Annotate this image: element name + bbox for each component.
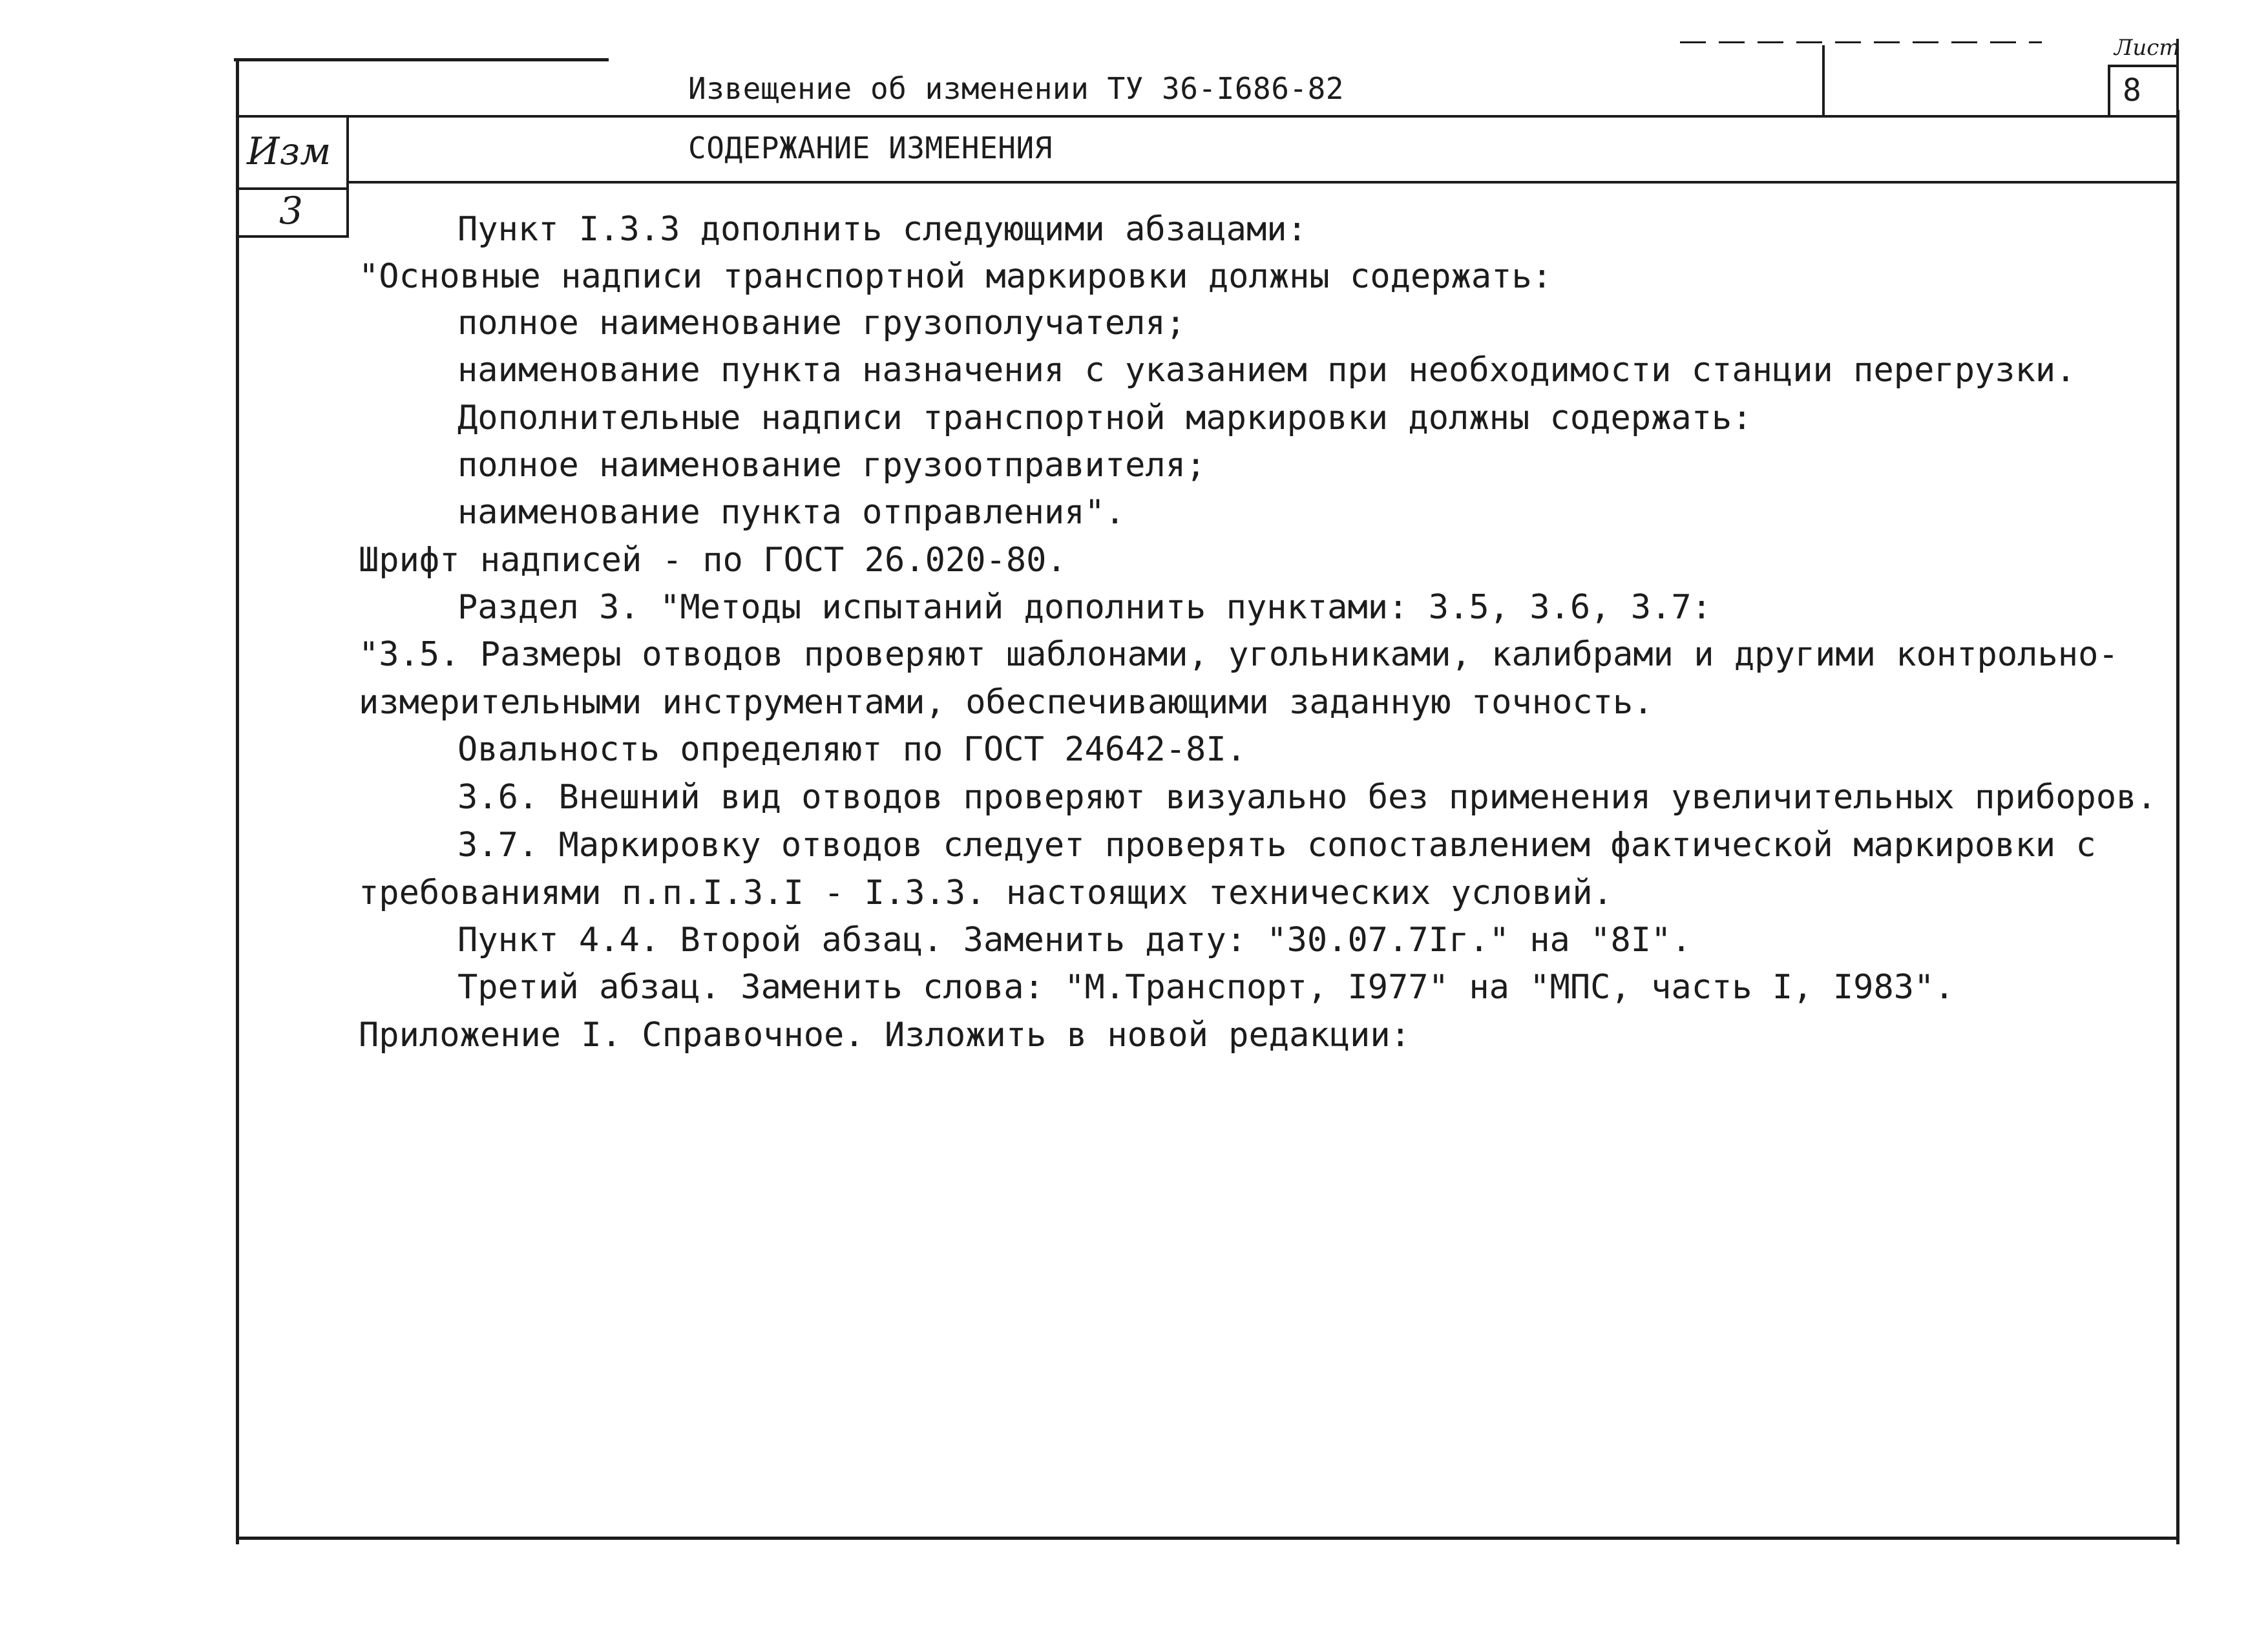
header-bottom-line bbox=[236, 115, 2179, 118]
body-line: Пункт I.3.3 дополнить следующими абзацами: bbox=[457, 210, 1307, 249]
sheet-label: Лист bbox=[2114, 35, 2180, 61]
body-line: требованиями п.п.I.3.I - I.3.3. настоящих технических условий. bbox=[359, 874, 1613, 912]
sheet-box-top-line bbox=[2108, 65, 2179, 67]
change-column-right-line bbox=[346, 115, 349, 238]
sheet-box-left-line bbox=[2108, 65, 2110, 116]
body-line: полное наименование грузоотправителя; bbox=[457, 446, 1206, 485]
frame-top-line bbox=[234, 58, 609, 61]
body-line: 3.6. Внешний вид отводов проверяют визуально без применения увеличительных приборов. bbox=[457, 778, 2157, 817]
header-divider-line bbox=[1822, 45, 1825, 116]
body-line: "Основные надписи транспортной маркировки должны содержать: bbox=[359, 257, 1553, 296]
change-label: Изм bbox=[247, 129, 331, 173]
body-line: наименование пункта отправления". bbox=[457, 493, 1126, 532]
frame-bottom-line bbox=[236, 1537, 2179, 1540]
body-line: Третий абзац. Заменить слова: "М.Транспорт, I977" на "МПС, часть I, I983". bbox=[457, 968, 1955, 1007]
section-heading: СОДЕРЖАНИЕ ИЗМЕНЕНИЯ bbox=[688, 131, 1053, 165]
body-line: измерительными инструментами, обеспечивающими заданную точность. bbox=[359, 683, 1654, 722]
sheet-number: 8 bbox=[2123, 72, 2142, 109]
frame-top-line-dashed bbox=[1680, 41, 2042, 43]
body-line: 3.7. Маркировку отводов следует проверять сопоставлением фактической маркировки с bbox=[457, 826, 2096, 865]
heading-bottom-line bbox=[349, 181, 2179, 184]
frame-right-line bbox=[2176, 110, 2179, 1544]
body-line: Дополнительные надписи транспортной маркировки должны содержать: bbox=[457, 399, 1752, 437]
body-line: наименование пункта назначения с указанием при необходимости станции перегрузки. bbox=[457, 351, 2076, 390]
body-line: Пункт 4.4. Второй абзац. Заменить дату: "30.07.7Iг." на "8I". bbox=[457, 921, 1692, 960]
body-line: Шрифт надписей - по ГОСТ 26.020-80. bbox=[359, 541, 1067, 580]
body-line: Приложение I. Справочное. Изложить в новой редакции: bbox=[359, 1016, 1411, 1055]
change-number: 3 bbox=[279, 189, 303, 233]
body-line: "3.5. Размеры отводов проверяют шаблонами, угольниками, калибрами и другими контрольно- bbox=[359, 635, 2119, 674]
frame-left-line bbox=[236, 58, 239, 1544]
notice-title: Извещение об изменении ТУ 36-I686-82 bbox=[688, 71, 1344, 106]
change-column-bottom-line bbox=[236, 235, 349, 238]
body-line: Раздел 3. "Методы испытаний дополнить пунктами: 3.5, 3.6, 3.7: bbox=[457, 588, 1712, 627]
body-line: полное наименование грузополучателя; bbox=[457, 304, 1186, 342]
body-line: Овальность определяют по ГОСТ 24642-8I. bbox=[457, 730, 1246, 769]
